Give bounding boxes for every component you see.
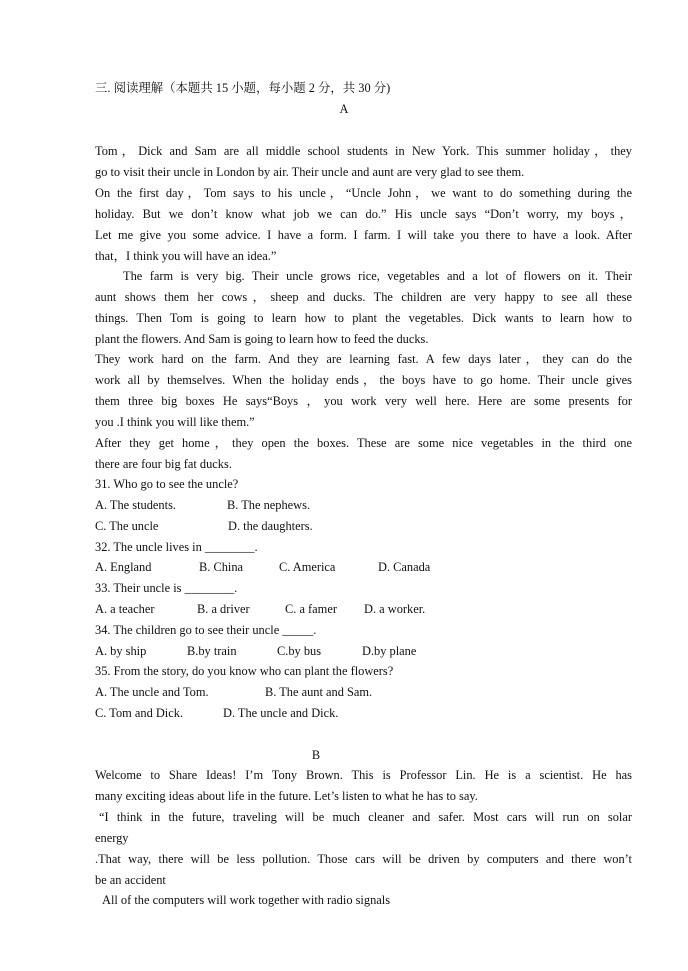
passage-b-line: be an accident	[95, 873, 166, 887]
passage-a-line: that，I think you will have an idea.”	[95, 249, 277, 263]
passage-a-line: work all by themselves. When the holiday ends，the boys have to go home. Their uncle gives	[95, 373, 632, 387]
passage-b-line: many exciting ideas about life in the future. Let’s listen to what he has to say.	[95, 789, 478, 803]
passage-a-line: them three big boxes He says“Boys ，you work very well here. Here are some presents for	[95, 394, 632, 408]
passage-b-line: Welcome to Share Ideas! I’m Tony Brown. This is Professor Lin. He is a scientist. He has	[95, 768, 632, 782]
option-d: D. Canada	[378, 560, 431, 574]
option-c: C.by bus	[277, 644, 322, 658]
option-b: B. a driver	[197, 602, 250, 616]
option-d: D. The uncle and Dick.	[223, 706, 339, 720]
section-heading: 三. 阅读理解（本题共 15 小题，每小题 2 分，共 30 分)	[95, 81, 391, 95]
option-a: A. a teacher	[95, 602, 155, 616]
option-b: B. China	[199, 560, 244, 574]
passage-b-line: energy	[95, 831, 129, 845]
passage-a-line: you .I think you will like them.”	[95, 415, 255, 429]
passage-a-line: Tom，Dick and Sam are all middle school students in New York. This summer holiday，they	[95, 144, 632, 158]
option-c: C. The uncle	[95, 519, 159, 533]
passage-a-line: The farm is very big. Their uncle grows rice, vegetables and a lot of flowers on it. Their	[123, 269, 632, 283]
option-a: A. by ship	[95, 644, 147, 658]
option-d: D. the daughters.	[228, 519, 313, 533]
passage-a-line: go to visit their uncle in London by air. Their uncle and aunt are very glad to see them.	[95, 165, 525, 179]
option-d: D. a worker.	[364, 602, 426, 616]
question-stem: 33. Their uncle is ________.	[95, 581, 238, 595]
passage-a-line: Let me give you some advice. I have a form. I farm. I will take you there to have a look. After	[95, 228, 632, 242]
question-stem: 34. The children go to see their uncle _____.	[95, 623, 317, 637]
passage-a-line: aunt shows them her cows，sheep and ducks. The children are very happy to see all these	[95, 290, 632, 304]
passage-b-label: B	[311, 748, 321, 762]
passage-b-line: “I think in the future, traveling will be much cleaner and safer. Most cars will run on solar	[99, 810, 632, 824]
passage-b-line: .That way, there will be less pollution. Those cars will be driven by computers and there won’t	[95, 852, 632, 866]
passage-b-line: All of the computers will work together with radio signals	[102, 893, 391, 907]
option-a: A. The uncle and Tom.	[95, 685, 209, 699]
option-b: B. The nephews.	[227, 498, 311, 512]
question-stem: 32. The uncle lives in ________.	[95, 540, 258, 554]
question-stem: 31. Who go to see the uncle?	[95, 477, 239, 491]
passage-a-line: things. Then Tom is going to learn how to plant the vegetables. Dick wants to learn how to	[95, 311, 632, 325]
passage-a-line: holiday. But we don’t know what job we can do.” His uncle says “Don’t worry, my boys，	[95, 207, 632, 221]
option-a: A. The students.	[95, 498, 176, 512]
option-c: C. Tom and Dick.	[95, 706, 184, 720]
option-c: C. America	[279, 560, 336, 574]
passage-a-label: A	[339, 102, 349, 116]
passage-a-line: After they get home，they open the boxes. These are some nice vegetables in the third one	[95, 436, 632, 450]
question-stem: 35. From the story, do you know who can plant the flowers?	[95, 664, 394, 678]
passage-a-line: They work hard on the farm. And they are learning fast. A few days later，they can do the	[95, 352, 632, 366]
option-b: B.by train	[187, 644, 237, 658]
option-c: C. a famer	[285, 602, 337, 616]
passage-a-line: there are four big fat ducks.	[95, 457, 232, 471]
option-b: B. The aunt and Sam.	[265, 685, 373, 699]
passage-a-line: On the first day，Tom says to his uncle，“Uncle John，we want to do something during the	[95, 186, 632, 200]
option-a: A. England	[95, 560, 152, 574]
passage-a-line: plant the flowers. And Sam is going to learn how to feed the ducks.	[95, 332, 429, 346]
option-d: D.by plane	[362, 644, 417, 658]
